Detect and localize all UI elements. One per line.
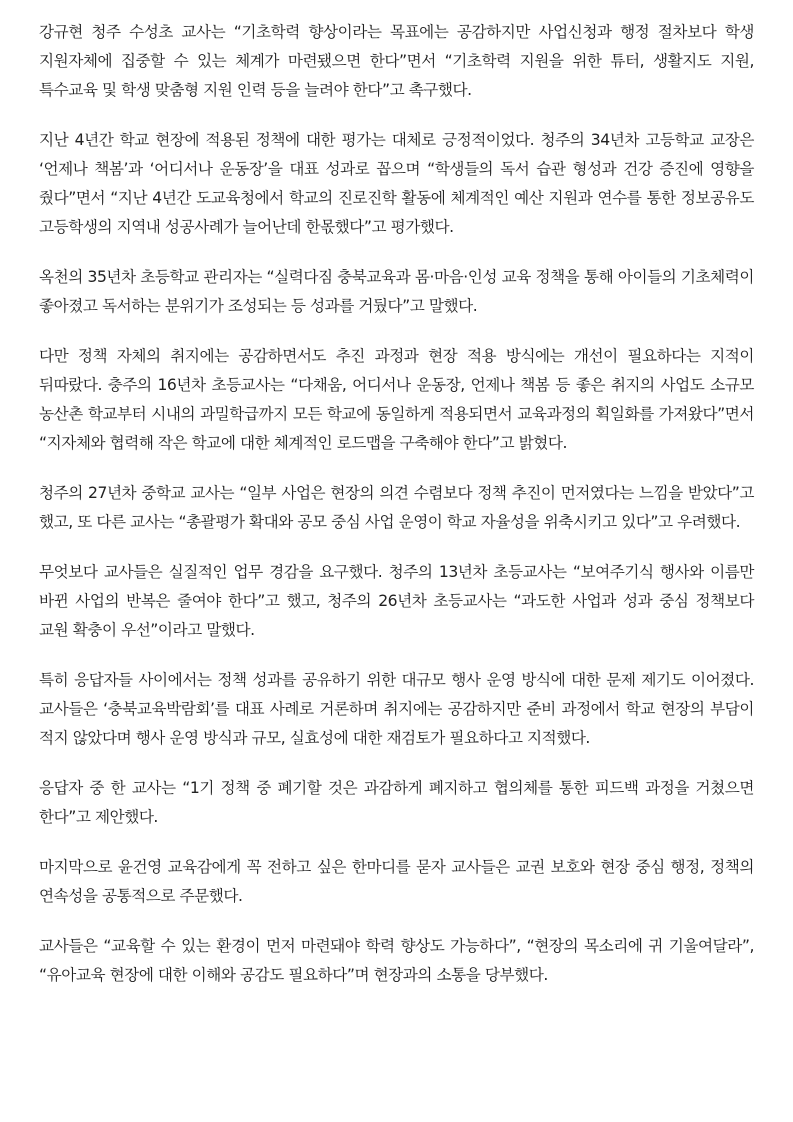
- article-paragraph-5: 청주의 27년차 중학교 교사는 “일부 사업은 현장의 의견 수렴보다 정책 추진이 먼저였다는 느낌을 받았다”고 했고, 또 다른 교사는 “총괄평가 확대와 공모 중심 사업 운영이 학교 자율성을 위축시키고 있다”고 우려했다.: [39, 484, 754, 531]
- article-paragraph-9: 마지막으로 윤건영 교육감에게 꼭 전하고 싶은 한마디를 묻자 교사들은 교권 보호와 현장 중심 행정, 정책의 연속성을 공통적으로 주문했다.: [39, 858, 754, 905]
- article-paragraph-1: 강규현 청주 수성초 교사는 “기초학력 향상이라는 목표에는 공감하지만 사업신청과 행정 절차보다 학생 지원자체에 집중할 수 있는 체계가 마련됐으면 한다”면서 “기초학력 지원을 위한 튜터, 생활지도 지원, 특수교육 및 학생 맞춤형 지원 인력 등을 늘려야 한다”고 촉구했다.: [39, 23, 754, 99]
- article-paragraph-10: 교사들은 “교육할 수 있는 환경이 먼저 마련돼야 학력 향상도 가능하다”, “현장의 목소리에 귀 기울여달라”, “유아교육 현장에 대한 이해와 공감도 필요하다”며 현장과의 소통을 당부했다.: [39, 937, 754, 984]
- article-paragraph-4: 다만 정책 자체의 취지에는 공감하면서도 추진 과정과 현장 적용 방식에는 개선이 필요하다는 지적이 뒤따랐다. 충주의 16년차 초등교사는 “다채움, 어디서나 운동장, 언제나 책봄 등 좋은 취지의 사업도 소규모 농산촌 학교부터 시내의 과밀학급까지 모든 학교에 동일하게 적용되면서 교육과정의 획일화를 가져왔다”면서 “지자체와 협력해 작은 학교에 대한 체계적인 로드맵을 구축해야 한다”고 밝혔다.: [39, 347, 754, 452]
- article-paragraph-3: 옥천의 35년차 초등학교 관리자는 “실력다짐 충북교육과 몸·마음·인성 교육 정책을 통해 아이들의 기초체력이 좋아졌고 독서하는 분위기가 조성되는 등 성과를 거뒀다”고 말했다.: [39, 268, 754, 315]
- article-paragraph-8: 응답자 중 한 교사는 “1기 정책 중 폐기할 것은 과감하게 폐지하고 협의체를 통한 피드백 과정을 거쳤으면 한다”고 제안했다.: [39, 779, 754, 826]
- article-paragraph-6: 무엇보다 교사들은 실질적인 업무 경감을 요구했다. 청주의 13년차 초등교사는 “보여주기식 행사와 이름만 바뀐 사업의 반복은 줄여야 한다”고 했고, 청주의 26년차 초등교사는 “과도한 사업과 성과 중심 정책보다 교원 확충이 우선”이라고 말했다.: [39, 563, 754, 639]
- article-paragraph-7: 특히 응답자들 사이에서는 정책 성과를 공유하기 위한 대규모 행사 운영 방식에 대한 문제 제기도 이어졌다. 교사들은 ‘충북교육박람회’를 대표 사례로 거론하며 취지에는 공감하지만 준비 과정에서 학교 현장의 부담이 적지 않았다며 행사 운영 방식과 규모, 실효성에 대한 재검토가 필요하다고 지적했다.: [39, 671, 754, 747]
- article-paragraph-2: 지난 4년간 학교 현장에 적용된 정책에 대한 평가는 대체로 긍정적이었다. 청주의 34년차 고등학교 교장은 ‘언제나 책봄’과 ‘어디서나 운동장’을 대표 성과로 꼽으며 “학생들의 독서 습관 형성과 건강 증진에 영향을 줬다”면서 “지난 4년간 도교육청에서 학교의 진로진학 활동에 체계적인 예산 지원과 연수를 통한 정보공유도 고등학생의 지역내 성공사례가 늘어난데 한몫했다”고 평가했다.: [39, 131, 754, 236]
